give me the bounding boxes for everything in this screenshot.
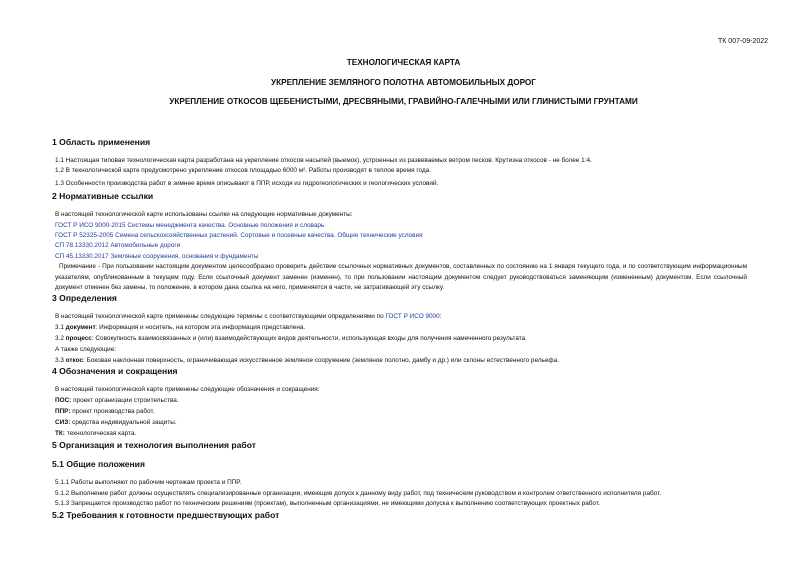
definition-term: документ: [65, 324, 96, 331]
definitions-intro-end: :: [439, 313, 442, 320]
abbreviation-term: ППР:: [55, 408, 71, 415]
definitions-also: А также следующие:: [55, 346, 117, 353]
definition-term: откос: [65, 357, 84, 364]
definitions-intro-text: В настоящей технологической карте применены следующие термины с соответствующими определениями по: [55, 313, 384, 320]
abbreviation-text: средства индивидуальной защиты.: [70, 419, 177, 426]
reference-link[interactable]: ГОСТ Р ИСО 9000-2015 Системы менеджмента качества. Основные положения и словарь: [55, 222, 325, 229]
abbreviations-intro: В настоящей технологической карте применены следующие обозначения и сокращения:: [55, 386, 320, 393]
definition-term: процесс: [65, 335, 92, 342]
definition-text: : Боковая наклонная поверхность, ограничивающая искусственное земляное сооружение (земляное полотно, дамбу и др.) или склоны естественного рельефа.: [83, 357, 560, 364]
subsection-5-2-heading: 5.2 Требования к готовности предшествующих работ: [52, 510, 280, 520]
abbreviation-term: ТК:: [55, 430, 65, 437]
abbreviation-item: [55, 418, 745, 428]
reference-link[interactable]: СП 78.13330.2012 Автомобильные дороги: [55, 242, 181, 249]
abbreviation-item: [55, 407, 745, 417]
definition-text: : Информация и носитель, на котором эта информация представлена.: [95, 324, 306, 331]
section-3-heading: 3 Определения: [52, 293, 117, 303]
document-subtitle: УКРЕПЛЕНИЕ ЗЕМЛЯНОГО ПОЛОТНА АВТОМОБИЛЬНЫХ ДОРОГ: [271, 78, 536, 87]
paragraph-1-1: 1.1 Настоящая типовая технологическая карта разработана на укрепление откосов насыпей (выемок), устроенных из развеваемых ветром песков. Крутизна откосов - не более 1:4.: [55, 157, 592, 164]
definition-3-2: [55, 334, 745, 344]
paragraph-1-3: 1.3 Особенности производства работ в зимнее время описывают в ППР, исходя из гидрогеологических и геологических условий.: [55, 180, 439, 187]
abbreviation-text: проект организации строительства.: [71, 397, 179, 404]
paragraph-5-1-2: 5.1.2 Выполнение работ должны осуществлять специализированные организации, имеющие допуск к данному виду работ, под техническим руководством и контролем ответственного исполнителя работ.: [55, 490, 662, 497]
section-1-heading: 1 Область применения: [52, 137, 151, 147]
section-2-heading: 2 Нормативные ссылки: [52, 191, 154, 201]
references-intro: В настоящей технологической карте использованы ссылки на следующие нормативные документы:: [55, 211, 353, 218]
section-5-heading: 5 Организация и технология выполнения работ: [52, 440, 256, 450]
document-title: ТЕХНОЛОГИЧЕСКАЯ КАРТА: [346, 58, 461, 67]
definition-text: : Совокупность взаимосвязанных и (или) взаимодействующих видов деятельности, использующая входы для получения намеченного результата.: [91, 335, 527, 342]
reference-link[interactable]: СП 45.13330.2017 Земляные сооружения, основания и фундаменты: [55, 253, 259, 260]
document-topic: УКРЕПЛЕНИЕ ОТКОСОВ ЩЕБЕНИСТЫМИ, ДРЕСВЯНЫМИ, ГРАВИЙНО-ГАЛЕЧНЫМИ ИЛИ ГЛИНИСТЫМИ ГРУНТАМИ: [169, 97, 638, 106]
subsection-5-1-heading: 5.1 Общие положения: [52, 459, 145, 469]
definition-3-1: [55, 323, 745, 333]
abbreviation-term: СИЗ:: [55, 419, 71, 426]
references-note: Примечание - При пользовании настоящим документом целесообразно проверить действие ссылочных нормативных документов, составленных по состоянию на 1 января текущего года, и по соответствующим информационным указателям, опубликованным в текущем году. Если ссылочный документ заменен (изменен), то при пользовании настоящим документом следует руководствоваться заменяющим (измененным) документом. Если ссылочный документ отменен без замены, то положение, в котором дана ссылка на него, применяется в части, не затрагивающей эту ссылку.: [55, 263, 747, 291]
gost-iso-9000-link[interactable]: ГОСТ Р ИСО 9000: [385, 313, 440, 320]
abbreviation-item: [55, 396, 745, 406]
paragraph-1-2: 1.2 В технологической карте предусмотрено укрепление откосов площадью 6000 м². Работы производят в теплое время года.: [55, 167, 432, 174]
definition-3-3: [55, 356, 745, 366]
definition-number: 3.3: [55, 357, 64, 364]
abbreviation-term: ПОС:: [55, 397, 72, 404]
section-4-heading: 4 Обозначения и сокращения: [52, 366, 178, 376]
abbreviation-text: проект производства работ.: [70, 408, 155, 415]
document-code: ТК 007-09-2022: [718, 38, 768, 45]
abbreviation-text: технологическая карта.: [64, 430, 137, 437]
paragraph-5-1-1: 5.1.1 Работы выполняют по рабочим чертежам проекта и ППР.: [55, 479, 242, 486]
definitions-intro: [55, 312, 745, 322]
abbreviation-item: [55, 429, 745, 439]
definition-number: 3.2: [55, 335, 64, 342]
reference-link[interactable]: ГОСТ Р 52325-2005 Семена сельскохозяйственных растений. Сортовые и посевные качества. Общие технические условия: [55, 232, 423, 239]
paragraph-5-1-3: 5.1.3 Запрещается производство работ по техническим решениям (проектам), выполненным организациями, не имеющими допуска к выполнению соответствующих проектных работ.: [55, 500, 600, 507]
definition-number: 3.1: [55, 324, 64, 331]
